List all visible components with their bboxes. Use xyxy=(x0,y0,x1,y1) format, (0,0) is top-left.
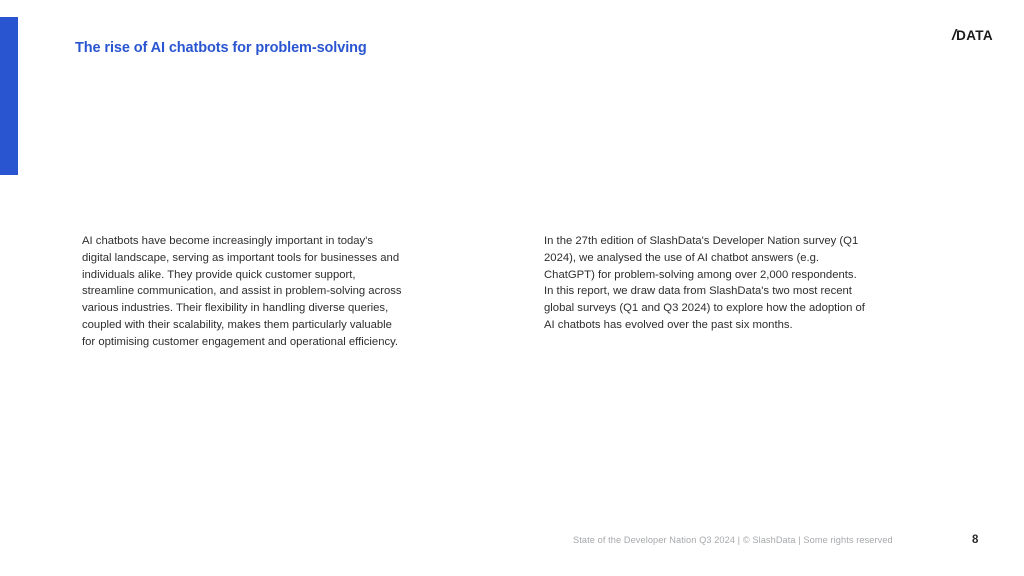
page-title: The rise of AI chatbots for problem-solving xyxy=(75,40,367,56)
footer-text: State of the Developer Nation Q3 2024 | © SlashData | Some rights reserved xyxy=(573,535,893,545)
paragraph-line: for optimising customer engagement and operational efficiency. xyxy=(82,335,399,348)
paragraph-line: ChatGPT) for problem-solving among over 2,000 respondents. xyxy=(544,268,857,281)
paragraph-line: AI chatbots have become increasingly important in today's xyxy=(82,235,374,247)
logo-text: DATA xyxy=(956,27,993,43)
paragraph-line: digital landscape, serving as important tools for businesses and xyxy=(82,251,400,264)
paragraph-line: coupled with their scalability, makes them particularly valuable xyxy=(82,318,392,331)
left-column-paragraph xyxy=(82,233,472,351)
page-number: 8 xyxy=(972,534,979,546)
paragraph-line: In the 27th edition of SlashData's Developer Nation survey (Q1 xyxy=(544,235,859,247)
paragraph-line: individuals alike. They provide quick customer support, xyxy=(82,268,356,281)
right-column-paragraph xyxy=(544,233,934,334)
paragraph-line: various industries. Their flexibility in handling diverse queries, xyxy=(82,302,389,315)
paragraph-line: 2024), we analysed the use of AI chatbot answers (e.g. xyxy=(544,251,820,264)
accent-bar xyxy=(0,17,18,175)
paragraph-line: streamline communication, and assist in problem-solving across xyxy=(82,285,402,298)
paragraph-line: In this report, we draw data from SlashData's two most recent xyxy=(544,285,852,298)
paragraph-line: global surveys (Q1 and Q3 2024) to explore how the adoption of xyxy=(544,302,865,315)
paragraph-line: AI chatbots has evolved over the past six months. xyxy=(544,318,793,331)
slashdata-logo xyxy=(952,27,993,43)
slash-icon: / xyxy=(952,26,956,44)
